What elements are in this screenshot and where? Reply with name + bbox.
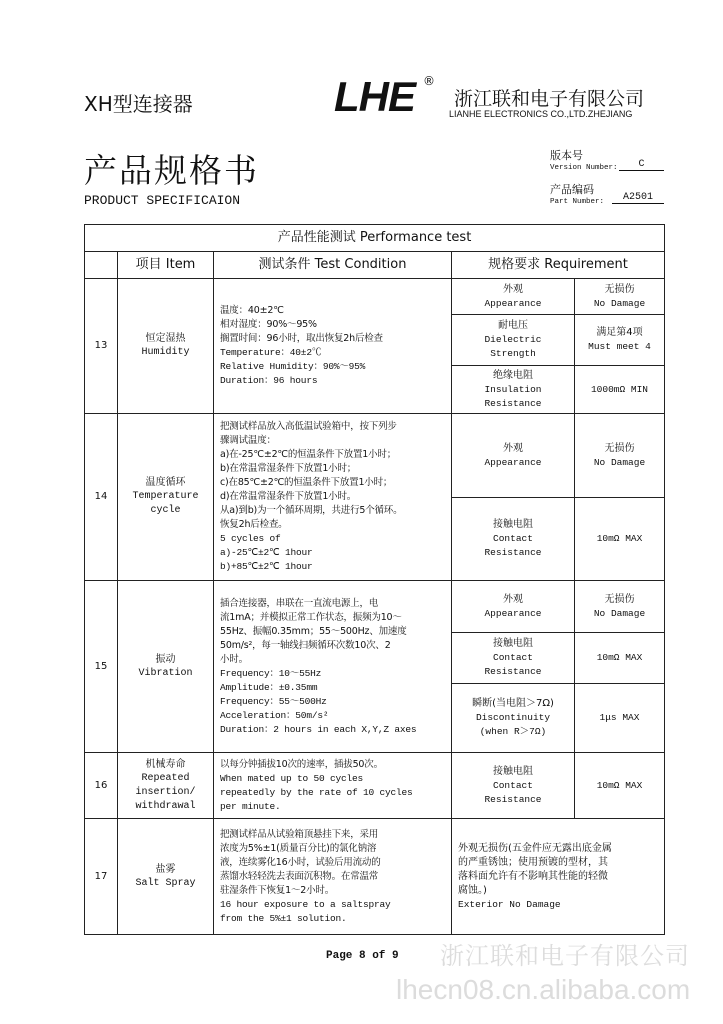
requirement-value-cn: 无损伤 — [604, 442, 635, 454]
condition-line: a)在-25℃±2℃的恒温条件下放置1小时； — [220, 449, 397, 460]
requirement-value-en: No Damage — [593, 456, 646, 468]
requirement-value-cell — [575, 753, 665, 819]
condition-line: 温度：40±2℃ — [220, 305, 284, 316]
requirement-value-cn: 无损伤 — [604, 593, 635, 605]
row-number: 13 — [85, 279, 118, 414]
requirement-value-en: No Damage — [593, 607, 646, 619]
company-name-en: LIANHE ELECTRONICS CO.,LTD.ZHEJIANG — [449, 109, 633, 119]
condition-line: 搁置时间：96小时，取出恢复2h后检查 — [220, 333, 383, 344]
requirement-value-en: No Damage — [593, 297, 646, 309]
condition-line: 把测试样品放入高低温试验箱中，按下列步 — [220, 421, 397, 432]
requirement-value-cell — [575, 366, 665, 414]
requirement-name-cell — [452, 633, 575, 684]
requirement-name-cn: 外观 — [503, 593, 523, 605]
condition-line: 驻湿条件下恢复1～2小时。 — [220, 884, 334, 896]
condition-line: 相对湿度：90%～95% — [220, 319, 317, 330]
column-header-condition: 测试条件 Test Condition — [214, 252, 452, 279]
test-condition-cell — [214, 279, 452, 414]
registered-mark: ® — [423, 74, 435, 88]
condition-line: Duration：2 hours in each X,Y,Z axes — [220, 723, 417, 735]
table-row — [85, 581, 665, 633]
condition-line: b)在常温常湿条件下放置1小时； — [220, 463, 357, 474]
requirement-name-cell — [452, 753, 575, 819]
requirement-name-cell — [452, 684, 575, 753]
condition-line: 液，连续雾化16小时，试验后用流动的 — [220, 856, 381, 868]
requirement-text-line: Exterior No Damage — [458, 898, 561, 910]
requirement-name-cn: 耐电压 — [498, 320, 528, 331]
requirement-name-cn: 接触电阻 — [493, 519, 533, 530]
test-item-cn: 温度循环 — [145, 477, 186, 488]
column-header-item: 项目 Item — [118, 252, 214, 279]
condition-line: repeatedly by the rate of 10 cycles — [220, 786, 413, 798]
test-item-cn: 振动 — [155, 653, 176, 665]
table-title: 产品性能测试 Performance test — [85, 225, 665, 252]
document-title-en: PRODUCT SPECIFICAION — [84, 193, 241, 208]
requirement-value-en: 1μs MAX — [599, 712, 640, 723]
company-name-cn: 浙江联和电子有限公司 — [454, 88, 645, 110]
text-line: Discontinuity — [475, 712, 551, 723]
requirement-name-cn: 瞬断(当电阻＞7Ω) — [472, 698, 554, 709]
test-item-cn: 恒定湿热 — [145, 333, 186, 344]
requirement-value-en: 10mΩ MAX — [596, 779, 643, 791]
condition-line: 5 cycles of — [220, 533, 281, 544]
requirement-text-line: 腐蚀。) — [458, 884, 487, 896]
requirement-value-en: 10mΩ MAX — [596, 533, 643, 544]
test-condition-cell — [214, 581, 452, 753]
requirement-name-cn: 接触电阻 — [493, 765, 533, 777]
condition-line: d)在常温常湿条件下放置1小时。 — [220, 491, 357, 502]
requirement-value-cell — [575, 414, 665, 498]
requirement-text-cell — [452, 819, 665, 935]
requirement-name-cn: 绝缘电阻 — [493, 369, 533, 381]
text-line: Dielectric — [484, 334, 542, 345]
requirement-name-cell — [452, 581, 575, 633]
text-line: Resistance — [484, 547, 542, 558]
company-logo: LHE — [334, 73, 415, 120]
requirement-value-cell — [575, 684, 665, 753]
condition-line: 流1mA；并模拟正常工作状态，振频为10～ — [220, 611, 402, 623]
requirement-value-cell — [575, 498, 665, 581]
product-line-title: XH型连接器 — [84, 92, 193, 116]
header-no-cell — [85, 252, 118, 279]
requirement-value-cell — [575, 633, 665, 684]
requirement-value-cell — [575, 315, 665, 366]
text-line: withdrawal — [135, 800, 196, 812]
condition-line: Amplitude：±0.35mm — [220, 681, 318, 693]
test-item-cn: 机械寿命 — [145, 758, 186, 770]
requirement-text-line: 外观无损伤(五金件应无露出底金属 — [458, 842, 612, 854]
row-number: 15 — [85, 581, 118, 753]
condition-line: Temperature：40±2℃ — [220, 347, 322, 358]
text-line: Appearance — [484, 607, 542, 619]
test-condition-cell — [214, 414, 452, 581]
requirement-name-cell — [452, 498, 575, 581]
text-line: Contact — [493, 652, 533, 663]
version-label-en: Version Number: — [550, 164, 618, 172]
condition-line: 16 hour exposure to a saltspray — [220, 898, 391, 910]
text-line: Temperature — [132, 491, 199, 502]
requirement-name-cn: 外观 — [503, 283, 523, 295]
condition-line: per minute. — [220, 800, 281, 812]
requirement-value-cn: 满足第4项 — [596, 327, 643, 338]
test-condition-cell — [214, 753, 452, 819]
text-line: Resistance — [484, 666, 542, 677]
requirement-name-cn: 外观 — [503, 442, 523, 454]
condition-line: 以每分钟插拔10次的速率，插拔50次。 — [220, 758, 383, 770]
condition-line: 从a)到b)为一个循环周期，共进行5个循环。 — [220, 505, 403, 516]
condition-line: Duration：96 hours — [220, 375, 318, 386]
requirement-text-line: 的严重锈蚀；使用预镀的型材，其 — [458, 856, 608, 868]
table-body — [85, 279, 665, 935]
requirement-value-cell — [575, 581, 665, 633]
condition-line: 蒸馏水轻轻洗去表面沉积物。在常温常 — [220, 870, 379, 882]
condition-line: 恢复2h后检查。 — [220, 519, 288, 530]
test-item-cell — [118, 753, 214, 819]
version-label-cn: 版本号 — [550, 149, 583, 162]
condition-line: 骤调试温度： — [220, 435, 276, 446]
text-line: Salt Spray — [135, 877, 196, 889]
document-title-cn: 产品规格书 — [84, 151, 259, 190]
requirement-value-en: 1000mΩ MIN — [590, 383, 648, 395]
row-number: 17 — [85, 819, 118, 935]
condition-line: 55Hz、振幅0.35mm；55～500Hz、加速度 — [220, 625, 407, 637]
condition-line: a)-25℃±2℃ 1hour — [220, 547, 313, 558]
condition-line: 插合连接器，串联在一直流电源上，电 — [220, 597, 379, 609]
page-number: Page 8 of 9 — [326, 950, 399, 962]
text-line: Humidity — [141, 347, 190, 358]
text-line: Resistance — [484, 793, 542, 805]
text-line: Appearance — [484, 297, 542, 309]
test-item-cell — [118, 414, 214, 581]
test-item-cn: 盐雾 — [155, 863, 176, 875]
requirement-name-cell — [452, 315, 575, 366]
text-line: insertion/ — [135, 786, 196, 798]
part-number-value: A2501 — [612, 192, 664, 204]
table-row — [85, 819, 665, 935]
test-item-cell — [118, 581, 214, 753]
condition-line: When mated up to 50 cycles — [220, 772, 364, 784]
table-row — [85, 753, 665, 819]
text-line: Contact — [493, 779, 533, 791]
requirement-name-cell — [452, 279, 575, 315]
requirement-value-cn: 无损伤 — [604, 283, 635, 295]
text-line: Strength — [490, 348, 536, 359]
condition-line: Frequency：55～500Hz — [220, 695, 327, 707]
condition-line: 把测试样品从试验箱顶悬挂下来，采用 — [220, 828, 379, 840]
condition-line: b)+85℃±2℃ 1hour — [220, 561, 313, 572]
row-number: 14 — [85, 414, 118, 581]
text-line: Appearance — [484, 456, 542, 468]
performance-test-table — [84, 224, 665, 935]
text-line: (when R＞7Ω) — [479, 726, 547, 737]
text-line: Repeated — [141, 772, 190, 784]
part-label-cn: 产品编码 — [550, 183, 594, 196]
text-line: cycle — [150, 505, 181, 516]
watermark-url: lhecn08.cn.alibaba.com — [396, 974, 691, 1005]
text-line: Contact — [493, 533, 533, 544]
text-line: Resistance — [484, 397, 542, 409]
column-header-requirement: 规格要求 Requirement — [452, 252, 665, 279]
condition-line: 小时。 — [220, 653, 248, 665]
test-item-cell — [118, 819, 214, 935]
condition-line: Relative Humidity：90%～95% — [220, 361, 366, 372]
table-row — [85, 414, 665, 498]
test-item-cell — [118, 279, 214, 414]
text-line: Insulation — [484, 383, 542, 395]
row-number: 16 — [85, 753, 118, 819]
condition-line: from the 5%±1 solution. — [220, 912, 347, 924]
text-line: Vibration — [138, 667, 193, 679]
table-row — [85, 279, 665, 315]
condition-line: Acceleration：50m/s² — [220, 709, 329, 721]
condition-line: c)在85℃±2℃的恒温条件下放置1小时； — [220, 477, 393, 488]
requirement-value-cell — [575, 279, 665, 315]
requirement-value-en: 10mΩ MAX — [596, 652, 643, 663]
version-value: C — [619, 159, 664, 171]
requirement-name-cn: 接触电阻 — [493, 638, 533, 649]
watermark-company: 浙江联和电子有限公司 — [440, 942, 690, 970]
requirement-name-cell — [452, 366, 575, 414]
requirement-text-line: 落料面允许有不影响其性能的轻微 — [458, 870, 608, 882]
condition-line: 50m/s²，每一轴线扫频循环次数10次、2 — [220, 639, 391, 651]
test-condition-cell — [214, 819, 452, 935]
requirement-value-en: Must meet 4 — [588, 341, 651, 352]
requirement-name-cell — [452, 414, 575, 498]
part-label-en: Part Number: — [550, 198, 605, 206]
condition-line: Frequency：10～55Hz — [220, 667, 322, 679]
condition-line: 浓度为5%±1(质量百分比)的氯化钠溶 — [220, 842, 377, 854]
